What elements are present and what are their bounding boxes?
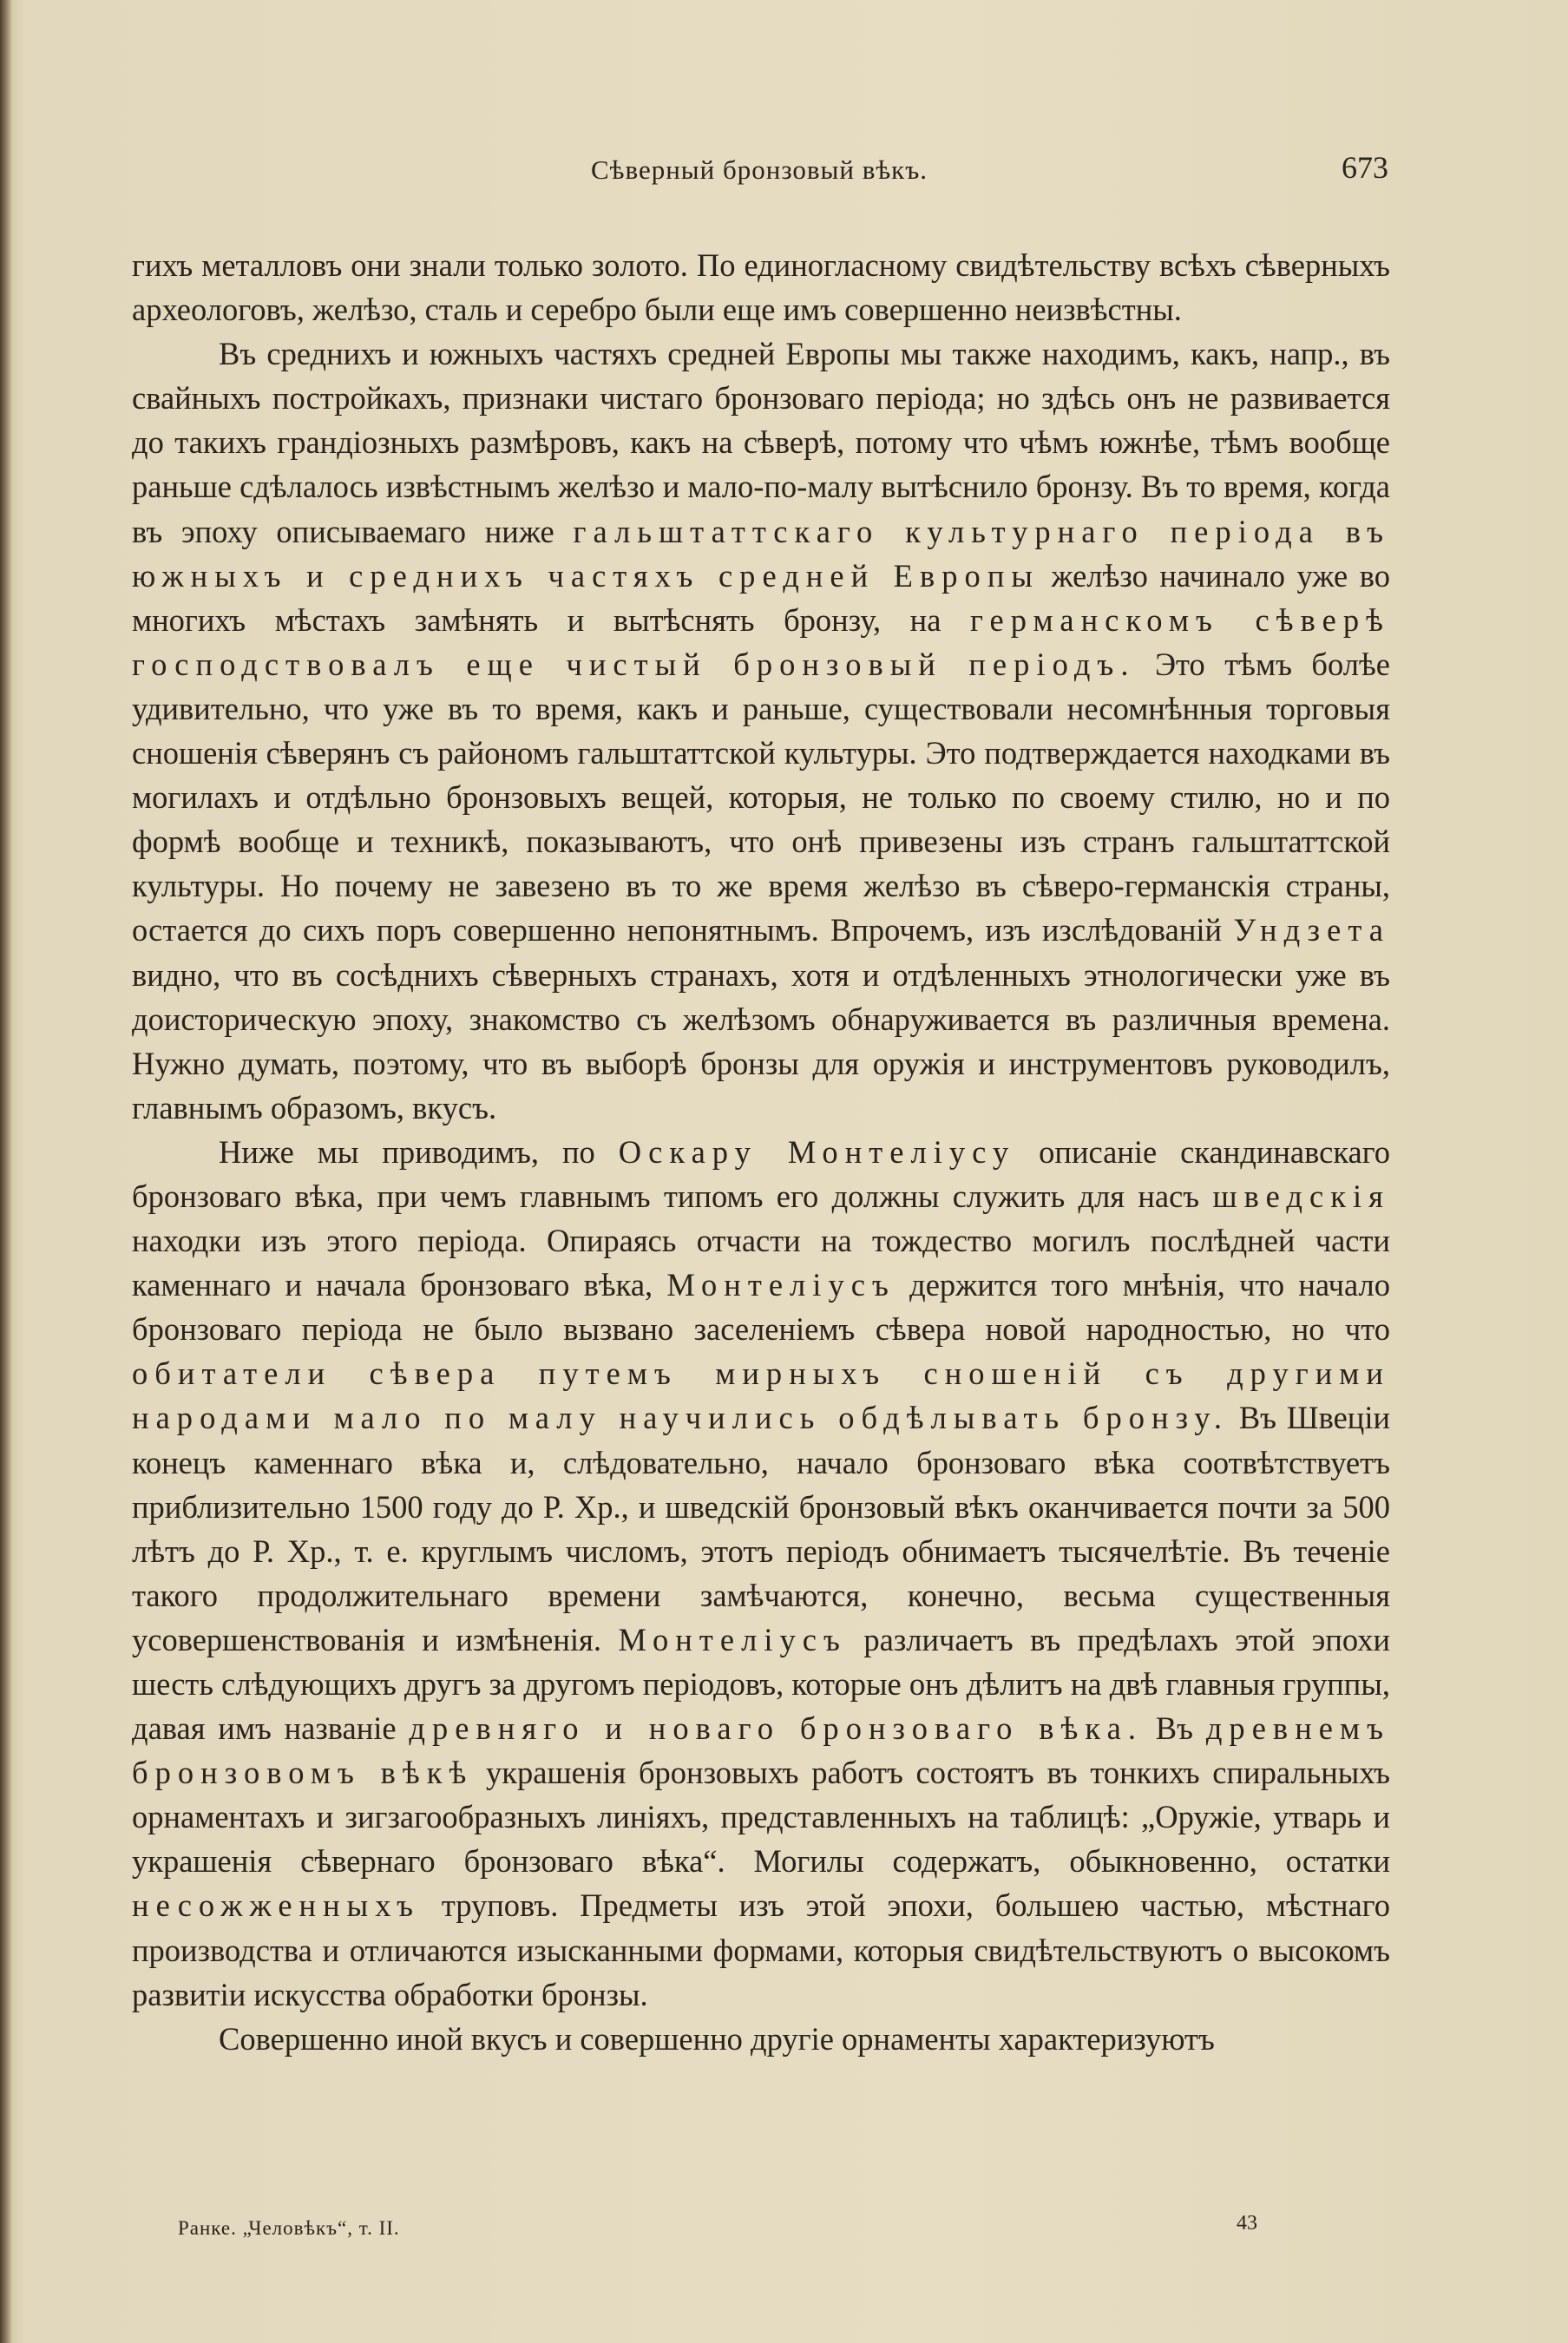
text-run: Ниже мы приводимъ, по — [219, 1133, 619, 1170]
spaced-emphasis: германскомъ сѣверѣ господствовалъ еще чистый бронзовый періодъ. — [132, 601, 1390, 682]
page-header — [130, 149, 1388, 198]
text-run: описаніе скандинавскаго бронзоваго вѣка, при чемъ главнымъ типомъ его должны служить для насъ — [132, 1133, 1391, 1214]
spaced-emphasis: обитатели сѣвера путемъ мирныхъ сношеній съ другими народами мало по малу научились обдѣлывать бронзу. — [132, 1355, 1390, 1436]
spaced-emphasis: Ундзета — [1233, 912, 1390, 948]
text-run: держится того мнѣнія, что начало бронзоваго періода не было вызвано заселеніемъ сѣвера новой народностью, но что — [132, 1267, 1390, 1348]
paragraph-1 — [132, 243, 1390, 331]
sheet-number: 43 — [1237, 2212, 1257, 2235]
signature-mark: Ранке. „Человѣкъ“, т. II. — [178, 2217, 400, 2239]
text-run: различаетъ въ предѣлахъ этой эпохи шесть слѣдующихъ другъ за другомъ періодовъ, которые онъ дѣлитъ на двѣ главныя группы, давая имъ названіе — [132, 1621, 1390, 1747]
text-run: Это тѣмъ болѣе удивительно, что уже въ то время, какъ и раньше, существовали несомнѣнныя торговыя сношенія сѣверянъ съ райономъ гальштаттской культуры. Это подтверждается находками въ могилахъ и отдѣльно бронзовыхъ вещей, которыя, не только по своему стилю, но и по формѣ вообще и техникѣ, показываютъ, что онѣ привезены изъ странъ гальштаттской культуры. Но почему не завезено въ то же время желѣзо въ сѣверо-германскія страны, остается до сихъ поръ совершенно непонятнымъ. Впрочемъ, изъ изслѣдованій — [132, 646, 1390, 948]
spaced-emphasis: гальштаттскаго культурнаго періода въ южныхъ и среднихъ частяхъ средней Европы — [132, 513, 1390, 594]
paragraph-3 — [132, 1130, 1390, 2017]
spaced-emphasis: древняго и новаго бронзоваго вѣка. — [409, 1710, 1143, 1747]
main-text — [132, 243, 1390, 2061]
paragraph-4 — [132, 2017, 1390, 2061]
spaced-emphasis: Монтеліусъ — [666, 1267, 896, 1303]
spaced-emphasis: шведскія — [1212, 1178, 1390, 1214]
text-run: желѣзо начинало уже во многихъ мѣстахъ замѣнять и вытѣснять бронзу, на — [132, 557, 1390, 638]
running-title: Сѣверный бронзовый вѣкъ. — [590, 154, 928, 185]
book-spine-shadow — [0, 0, 12, 2343]
paragraph-2 — [132, 331, 1390, 1130]
spaced-emphasis: Оскару Монтеліусу — [618, 1133, 1016, 1170]
text-run: Въ среднихъ и южныхъ частяхъ средней Европы мы также находимъ, какъ, напр., въ свайныхъ постройкахъ, признаки чистаго бронзоваго періода; но здѣсь онъ не развивается до такихъ грандіозныхъ размѣровъ, какъ на сѣверѣ, потому что чѣмъ южнѣе, тѣмъ вообще раньше сдѣлалось извѣстнымъ желѣзо и мало-по-малу вытѣснило бронзу. Въ то время, когда въ эпоху описываемаго ниже — [132, 336, 1390, 549]
paragraph-4-text: Совершенно иной вкусъ и совершенно другіе орнаменты характеризуютъ — [219, 2020, 1215, 2057]
paragraph-1-text: гихъ металловъ они знали только золото. По единогласному свидѣтельству всѣхъ сѣверныхъ археологовъ, желѣзо, сталь и серебро были еще имъ совершенно неизвѣстны. — [132, 247, 1390, 328]
page-footer — [130, 2212, 1388, 2252]
text-run: украшенія бронзовыхъ работъ состоятъ въ тонкихъ спиральныхъ орнаментахъ и зигзагообразныхъ линіяхъ, представленныхъ на таблицѣ: „Оружіе, утварь и украшенія сѣвернаго бронзоваго вѣка“. Могилы содержатъ, обыкновенно, остатки — [132, 1755, 1390, 1880]
spaced-emphasis: несожженныхъ — [132, 1887, 421, 1924]
text-run: видно, что въ сосѣднихъ сѣверныхъ странахъ, хотя и отдѣленныхъ этнологически уже въ доисторическую эпоху, знакомство съ желѣзомъ обнаруживается въ различныя времена. Нужно думать, поэтому, что въ выборѣ бронзы для оружія и инструментовъ руководилъ, главнымъ образомъ, вкусъ. — [132, 956, 1390, 1126]
page-number: 673 — [1342, 150, 1388, 185]
text-run: труповъ. Предметы изъ этой эпохи, большею частью, мѣстнаго производства и отличаются изысканными формами, которыя свидѣтельствуютъ о высокомъ развитіи искусства обработки бронзы. — [132, 1887, 1390, 2012]
text-run: находки изъ этого періода. Опираясь отчасти на тождество могилъ послѣдней части каменнаго и начала бронзоваго вѣка, — [132, 1223, 1390, 1303]
text-run: Въ Швеціи конецъ каменнаго вѣка и, слѣдовательно, начало бронзоваго вѣка соотвѣтствуетъ приблизительно 1500 году до Р. Хр., и шведскій бронзовый вѣкъ оканчивается почти за 500 лѣтъ до Р. Хр., т. е. круглымъ числомъ, этотъ періодъ обнимаетъ тысячелѣтіе. Въ теченіе такого продолжительнаго времени замѣчаются, конечно, весьма существенныя усовершенствованія и измѣненія. — [132, 1400, 1390, 1657]
text-run: Въ — [1142, 1710, 1206, 1747]
spaced-emphasis: Монтеліусъ — [618, 1621, 847, 1657]
spaced-emphasis: древнемъ бронзовомъ вѣкѣ — [132, 1710, 1391, 1791]
